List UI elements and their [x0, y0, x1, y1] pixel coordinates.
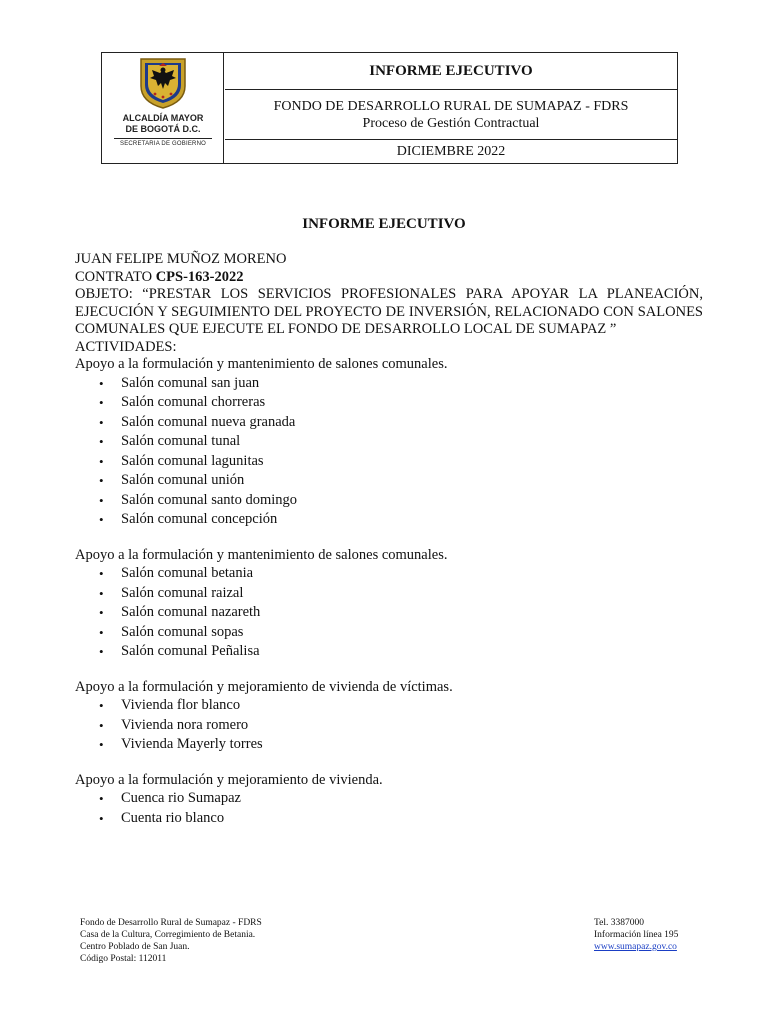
footer-info-line: Información línea 195 [594, 930, 679, 940]
org-divider [114, 138, 212, 139]
list-item: • Vivienda nora romero [75, 716, 703, 736]
list-item: • Salón comunal sopas [75, 623, 703, 643]
activity-section [75, 772, 703, 829]
activity-section-title: Apoyo a la formulación y mantenimiento de salones comunales. [75, 546, 448, 563]
footer-website-link[interactable]: www.sumapaz.gov.co [594, 942, 677, 952]
list-item: • Cuenta rio blanco [75, 809, 703, 829]
activity-section [75, 356, 703, 530]
document-title: INFORME EJECUTIVO [302, 216, 466, 232]
activity-list [75, 374, 703, 530]
person-name: JUAN FELIPE MUÑOZ MORENO [75, 251, 287, 267]
secretaria-label: SECRETARIA DE GOBIERNO [120, 141, 206, 147]
list-item: • Salón comunal concepción [75, 510, 703, 530]
activity-section-title: Apoyo a la formulación y mantenimiento de salones comunales. [75, 356, 448, 372]
contract-line [75, 269, 703, 287]
footer-line: Centro Poblado de San Juan. [80, 942, 190, 952]
list-item: • Salón comunal betania [75, 564, 703, 584]
org-line-2: DE BOGOTÁ D.C. [125, 124, 201, 134]
org-line-1: ALCALDÍA MAYOR [122, 113, 204, 123]
list-item: • Salón comunal san juan [75, 374, 703, 394]
list-item: • Salón comunal nueva granada [75, 413, 703, 433]
logo-cell [102, 53, 224, 163]
document-body [75, 251, 703, 828]
contract-number: CPS-163-2022 [155, 268, 244, 285]
footer-phone: Tel. 3387000 [594, 918, 644, 928]
activity-section-title: Apoyo a la formulación y mejoramiento de vivienda de víctimas. [75, 678, 453, 695]
activity-section [75, 679, 703, 755]
objeto-paragraph: OBJETO: “PRESTAR LOS SERVICIOS PROFESIONALES PARA APOYAR LA PLANEACIÓN, EJECUCIÓN Y SEGUIMIENTO DEL PROYECTO DE INVERSIÓN, RELACIONADO CON SALONES COMUNALES QUE EJECUTE EL FONDO DE DESARROLLO LOCAL DE SUMAPAZ ” [75, 286, 703, 337]
footer-contact [594, 917, 678, 953]
list-item: • Salón comunal Peñalisa [75, 642, 703, 662]
activities-sections [75, 356, 703, 828]
activities-title: ACTIVIDADES: [75, 338, 177, 355]
activity-section-title: Apoyo a la formulación y mejoramiento de vivienda. [75, 771, 383, 788]
activity-section [75, 547, 703, 662]
organization-name [102, 113, 224, 135]
list-item: • Salón comunal raizal [75, 584, 703, 604]
list-item: • Salón comunal santo domingo [75, 491, 703, 511]
footer-line: Código Postal: 112011 [80, 954, 167, 964]
list-item: • Salón comunal chorreras [75, 393, 703, 413]
list-item: • Salón comunal lagunitas [75, 452, 703, 472]
footer-address [80, 917, 262, 965]
list-item: • Vivienda Mayerly torres [75, 735, 703, 755]
activity-list [75, 564, 703, 662]
list-item: • Salón comunal nazareth [75, 603, 703, 623]
fund-name: FONDO DE DESARROLLO RURAL DE SUMAPAZ - FDRS [273, 98, 629, 114]
activity-list [75, 696, 703, 755]
process-name: Proceso de Gestión Contractual [362, 115, 540, 131]
footer-line: Casa de la Cultura, Corregimiento de Betania. [80, 930, 256, 940]
list-item: • Salón comunal tunal [75, 432, 703, 452]
footer-line: Fondo de Desarrollo Rural de Sumapaz - FDRS [80, 918, 262, 928]
header-fund-cell [225, 90, 677, 140]
contract-label: CONTRATO [75, 268, 153, 285]
list-item: • Cuenca rio Sumapaz [75, 789, 703, 809]
header-date: DICIEMBRE 2022 [396, 143, 506, 159]
bogota-coat-of-arms-logo [138, 56, 188, 110]
header-report-label: INFORME EJECUTIVO [225, 53, 677, 90]
document-header-table [101, 52, 678, 164]
list-item: • Vivienda flor blanco [75, 696, 703, 716]
list-item: • Salón comunal unión [75, 471, 703, 491]
activity-list [75, 789, 703, 828]
